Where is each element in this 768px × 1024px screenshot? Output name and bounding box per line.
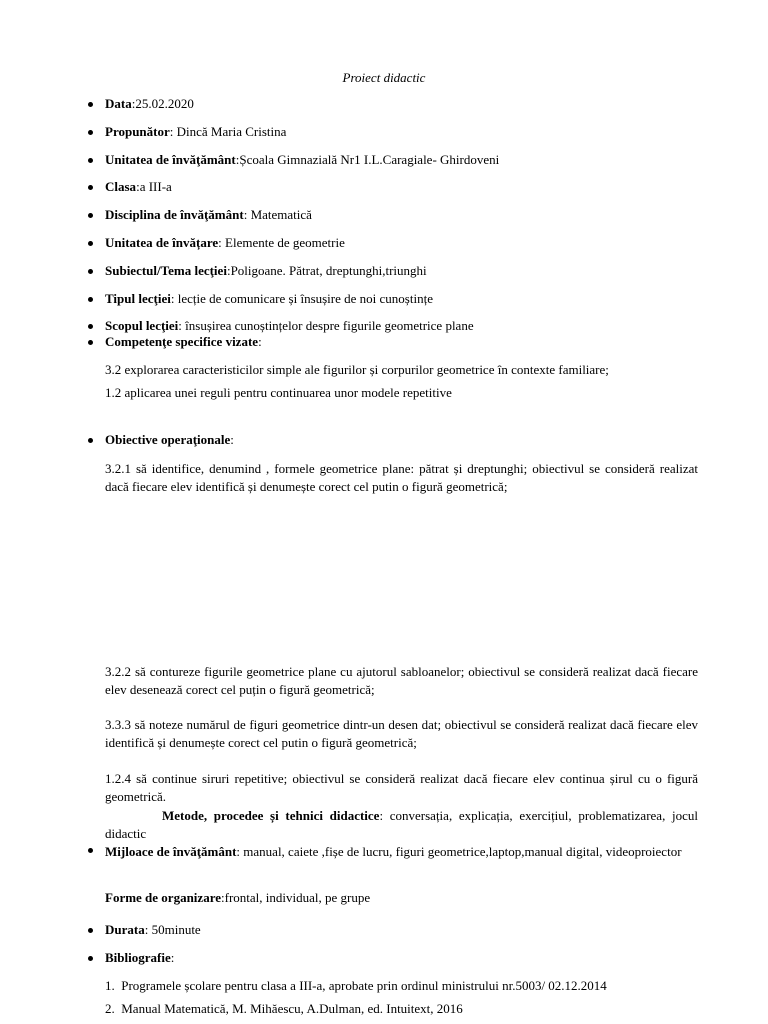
bullet-icon: [88, 158, 93, 163]
field-unitatea: [105, 152, 499, 168]
obiectiv-item: 3.2.1 să identifice, denumind , formele geometrice plane: pătrat și dreptunghi; obiectivul se consideră realizat dacă fiecare elev identifică și denumește corect cel putin o figură geometrică;: [105, 461, 698, 494]
field-unitatea-invatare: [105, 235, 345, 251]
field-scopul: [105, 318, 474, 334]
bullet-icon: [88, 928, 93, 933]
field-separator: :: [170, 950, 175, 965]
field-separator: :: [221, 890, 225, 905]
field-label: Unitatea de învățare: [105, 235, 219, 250]
field-value: însușirea cunoștințelor despre figurile geometrice plane: [185, 318, 474, 333]
bibliography-text: Programele școlare pentru clasa a III-a, aprobate prin ordinul ministrului nr.5003/ 02.12.2014: [121, 978, 607, 993]
field-label: Scopul lecţiei: [105, 318, 179, 333]
field-data: [105, 96, 194, 112]
field-label: Mijloace de învăţământ: [105, 844, 237, 859]
bullet-icon: [88, 340, 93, 345]
field-propunator: [105, 124, 286, 140]
field-value: conversația, explicația, exercițiul, problematizarea, jocul didactic: [105, 808, 698, 841]
bibliography-item: [105, 1001, 463, 1017]
bullet-icon: [88, 848, 93, 853]
field-label: Bibliografie: [105, 950, 171, 965]
field-separator: :: [144, 922, 152, 937]
field-value: Dincă Maria Cristina: [176, 124, 287, 139]
field-value: a III-a: [139, 179, 172, 194]
field-disciplina: [105, 207, 312, 223]
field-label: Subiectul/Tema lecţiei: [105, 263, 227, 278]
field-value: lecție de comunicare și însușire de noi cunoștințe: [177, 291, 433, 306]
bibliography-item: [105, 978, 607, 994]
bullet-icon: [88, 213, 93, 218]
field-label: Forme de organizare: [105, 890, 221, 905]
field-mijloace: [105, 842, 698, 862]
field-separator: :: [218, 235, 226, 250]
field-separator: :: [169, 124, 177, 139]
field-label: Metode, procedee și tehnici didactice: [162, 808, 380, 823]
field-value: 50minute: [151, 922, 201, 937]
bullet-icon: [88, 956, 93, 961]
field-label: Data: [105, 96, 132, 111]
field-value: manual, caiete ,fișe de lucru, figuri geometrice,laptop,manual digital, videoproiector: [243, 844, 682, 859]
field-label: Tipul lecţiei: [105, 291, 171, 306]
field-forme: [105, 890, 370, 906]
field-separator: :: [258, 334, 262, 349]
field-competente: [105, 334, 262, 350]
field-separator: :: [226, 263, 231, 278]
field-separator: :: [170, 291, 178, 306]
bullet-icon: [88, 324, 93, 329]
field-separator: :: [236, 844, 244, 859]
field-separator: :: [243, 207, 251, 222]
obiectiv-item: 1.2.4 să continue siruri repetitive; obiectivul se consideră realizat dacă fiecare elev continua șirul cu o figură geometrică.: [105, 771, 698, 804]
field-separator: :: [230, 432, 234, 447]
field-separator: :: [136, 179, 140, 194]
bibliography-number: 2.: [105, 1001, 115, 1016]
bullet-icon: [88, 297, 93, 302]
field-label: Durata: [105, 922, 145, 937]
field-label: Competenţe specifice vizate: [105, 334, 259, 349]
field-bibliografie: [105, 950, 174, 966]
field-value: Poligoane. Pătrat, dreptunghi,triunghi: [230, 263, 427, 278]
field-value: 25.02.2020: [135, 96, 194, 111]
field-value: Matematică: [250, 207, 312, 222]
field-subiectul: [105, 263, 427, 279]
bullet-icon: [88, 241, 93, 246]
bullet-icon: [88, 102, 93, 107]
document-title: Proiect didactic: [342, 70, 426, 85]
field-label: Unitatea de învăţământ: [105, 152, 236, 167]
field-separator: :: [379, 808, 390, 823]
field-separator: :: [178, 318, 186, 333]
field-value: Elemente de geometrie: [225, 235, 345, 250]
bullet-icon: [88, 185, 93, 190]
field-label: Clasa: [105, 179, 137, 194]
bibliography-text: Manual Matematică, M. Mihăescu, A.Dulman, ed. Intuitext, 2016: [121, 1001, 463, 1016]
field-separator: :: [131, 96, 136, 111]
field-separator: :: [235, 152, 240, 167]
field-value: frontal, individual, pe grupe: [224, 890, 371, 905]
field-label: Disciplina de învăţământ: [105, 207, 244, 222]
field-clasa: [105, 179, 172, 195]
obiectiv-item: 3.2.2 să contureze figurile geometrice plane cu ajutorul sabloanelor; obiectivul se consideră realizat dacă fiecare elev desenează corect cel puțin o figură geometrică;: [105, 664, 698, 697]
field-obiective: [105, 432, 234, 448]
bullet-icon: [88, 269, 93, 274]
field-tipul: [105, 291, 433, 307]
bullet-icon: [88, 130, 93, 135]
field-metode: [105, 807, 698, 843]
obiectiv-item: 3.3.3 să noteze numărul de figuri geometrice dintr-un desen dat; obiectivul se consideră realizat dacă fiecare elev identifică și denumește corect cel putin o figură geometrică;: [105, 717, 698, 750]
field-label: Propunător: [105, 124, 170, 139]
field-value: Școala Gimnazială Nr1 I.L.Caragiale- Ghirdoveni: [239, 152, 500, 167]
bullet-icon: [88, 438, 93, 443]
bibliography-number: 1.: [105, 978, 115, 993]
competenta-item: 3.2 explorarea caracteristicilor simple ale figurilor și corpurilor geometrice în contexte familiare;: [105, 362, 609, 377]
field-durata: [105, 922, 201, 938]
field-label: Obiective operaţionale: [105, 432, 231, 447]
competenta-item: 1.2 aplicarea unei reguli pentru continuarea unor modele repetitive: [105, 385, 452, 400]
